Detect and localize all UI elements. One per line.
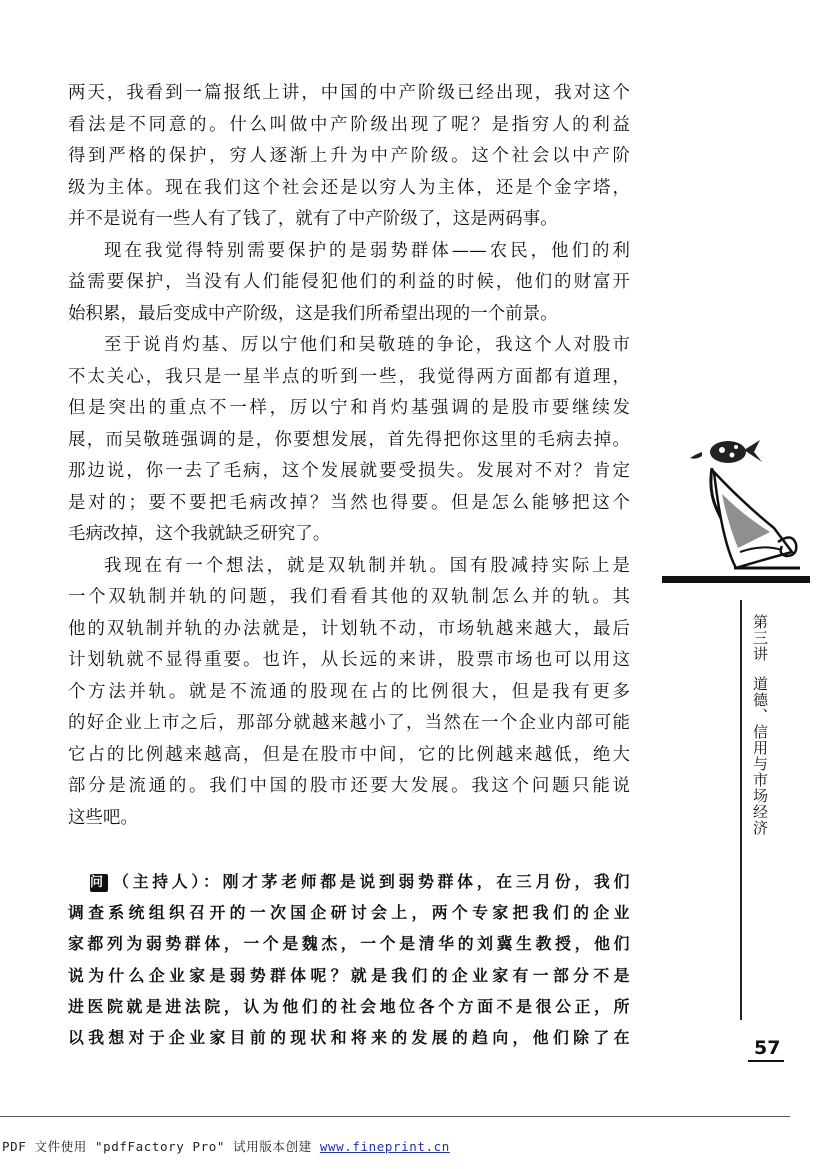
text-line: 毛病改掉，这个我就缺乏研究了。 xyxy=(68,524,331,544)
footer-text: PDF 文件使用 "pdfFactory Pro" 试用版本创建 xyxy=(2,1139,320,1154)
question-badge: 问 xyxy=(90,874,108,892)
text-line: 并不是说有一些人有了钱了，就有了中产阶级了，这是两码事。 xyxy=(68,209,558,229)
sidebar-chapter: 第三讲 xyxy=(751,614,769,662)
text-line: 的好企业上市之后，那部分就越来越小了，当然在一个企业内部可能 xyxy=(68,713,630,733)
qa-line: 进医院就是进法院，认为他们的社会地位各个方面不是很公正，所 xyxy=(68,996,630,1016)
text-line: 它占的比例越来越高，但是在股市中间，它的比例越来越低，绝大 xyxy=(68,744,630,765)
qa-line: 说为什么企业家是弱势群体呢？就是我们的企业家有一部分不是 xyxy=(68,965,630,985)
text-line: 个方法并轨。就是不流通的股现在占的比例很大，但是我有更多 xyxy=(68,681,630,702)
body-text xyxy=(68,78,630,834)
text-line: 不太关心，我只是一星半点的听到一些，我觉得两方面都有道理， xyxy=(68,366,630,387)
text-line: 但是突出的重点不一样，厉以宁和肖灼基强调的是股市要继续发 xyxy=(68,398,630,418)
sidebar-title: 道德、信用与市场经济 xyxy=(751,676,769,836)
text-line: 两天，我看到一篇报纸上讲，中国的中产阶级已经出现，我对这个 xyxy=(68,83,630,103)
text-line: 计划轨就不显得重要。也许，从长远的来讲，股票市场也可以用这 xyxy=(68,650,630,670)
sidebar-divider xyxy=(740,600,742,1020)
text-line: 现在我觉得特别需要保护的是弱势群体——农民，他们的利 xyxy=(104,240,630,261)
qa-line: 以我想对于企业家目前的现状和将来的发展的趋向，他们除了在 xyxy=(68,1027,630,1047)
qa-line-text: （主持人）：刚才茅老师都是说到弱势群体，在三月份，我们 xyxy=(110,872,630,891)
chapter-sidebar xyxy=(750,614,770,836)
text-line: 我现在有一个想法，就是双轨制并轨。国有股减持实际上是 xyxy=(104,555,630,576)
text-line: 始积累，最后变成中产阶级，这是我们所希望出现的一个前景。 xyxy=(68,303,558,324)
footer-link[interactable]: www.fineprint.cn xyxy=(319,1139,450,1154)
text-line: 得到严格的保护，穷人逐渐上升为中产阶级。这个社会以中产阶 xyxy=(68,146,630,166)
text-line: 展，而吴敬琏强调的是，你要想发展，首先得把你这里的毛病去掉。 xyxy=(68,429,630,450)
text-line: 一个双轨制并轨的问题，我们看看其他的双轨制怎么并的轨。其 xyxy=(68,587,630,607)
text-line: 级为主体。现在我们这个社会还是以穷人为主体，还是个金字塔， xyxy=(68,177,630,198)
text-line: 益需要保护，当没有人们能侵犯他们的利益的时候，他们的财富开 xyxy=(68,272,630,292)
qa-line: 调查系统组织召开的一次国企研讨会上，两个专家把我们的企业 xyxy=(68,903,630,923)
qa-line: 家都列为弱势群体，一个是魏杰，一个是清华的刘冀生教授，他们 xyxy=(68,934,630,954)
chapter-rule xyxy=(662,576,810,583)
text-line: 看法是不同意的。什么叫做中产阶级出现了呢？是指穷人的利益 xyxy=(68,114,630,135)
text-line: 他的双轨制并轨的办法就是，计划轨不动，市场轨越来越大，最后 xyxy=(68,618,630,639)
decorative-ornament-icon xyxy=(682,432,802,577)
text-line: 至于说肖灼基、厉以宁他们和吴敬琏的争论，我这个人对股市 xyxy=(104,335,630,355)
text-line: 那边说，你一去了毛病，这个发展就要受损失。发展对不对？肯定 xyxy=(68,461,630,481)
text-line: 是对的；要不要把毛病改掉？当然也得要。但是怎么能够把这个 xyxy=(68,492,630,513)
text-line: 这些吧。 xyxy=(68,807,138,828)
text-line: 部分是流通的。我们中国的股市还要大发展。我这个问题只能说 xyxy=(68,776,630,796)
qa-section xyxy=(68,866,630,1053)
qa-line xyxy=(68,866,630,897)
footer-rule xyxy=(0,1116,790,1117)
page-number: 57 xyxy=(748,1037,784,1062)
pdf-footer xyxy=(2,1137,450,1155)
